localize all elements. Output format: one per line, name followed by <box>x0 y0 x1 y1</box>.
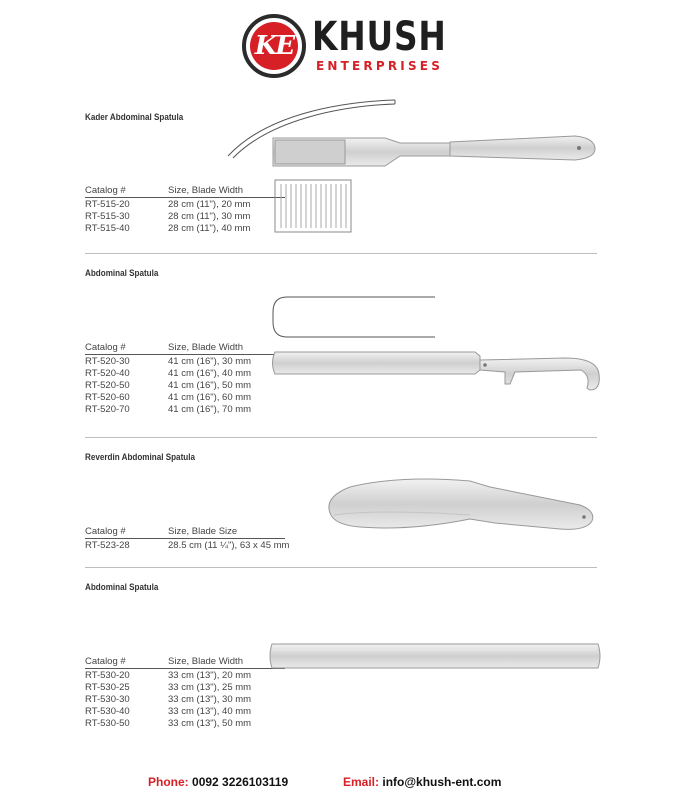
brand-name: KHUSH <box>312 14 447 60</box>
size-value: 28.5 cm (11 ¼"), 63 x 45 mm <box>168 540 290 551</box>
catalog-number: RT-515-30 <box>85 211 130 222</box>
table-row <box>85 705 285 717</box>
logo-emblem <box>242 14 306 78</box>
brand-logo <box>240 12 460 80</box>
header-catalog: Catalog # <box>85 656 126 667</box>
size-value: 41 cm (16"), 60 mm <box>168 392 252 403</box>
catalog-number: RT-515-40 <box>85 223 130 234</box>
phone-number: 0092 3226103119 <box>192 775 289 789</box>
reverdin-spatula-image <box>320 475 605 537</box>
table-header <box>85 655 285 669</box>
section-title-abdominal-1: Abdominal Spatula <box>85 268 159 278</box>
table-row <box>85 539 290 551</box>
catalog-number: RT-520-50 <box>85 380 130 391</box>
header-catalog: Catalog # <box>85 342 126 353</box>
table-row <box>85 669 285 681</box>
catalog-number: RT-520-30 <box>85 356 130 367</box>
size-value: 41 cm (16"), 30 mm <box>168 356 252 367</box>
size-value: 28 cm (11"), 20 mm <box>168 199 251 210</box>
table-row <box>85 693 285 705</box>
email-address[interactable]: info@khush-ent.com <box>382 775 502 789</box>
email-contact <box>343 775 501 789</box>
size-value: 41 cm (16"), 70 mm <box>168 404 252 415</box>
header-size: Size, Blade Width <box>168 185 243 196</box>
logo-monogram: KE <box>250 22 298 70</box>
catalog-number: RT-520-40 <box>85 368 130 379</box>
email-label: Email: <box>343 775 380 789</box>
size-value: 28 cm (11"), 40 mm <box>168 223 251 234</box>
section-divider <box>85 567 597 568</box>
catalog-number: RT-530-30 <box>85 694 130 705</box>
size-value: 28 cm (11"), 30 mm <box>168 211 251 222</box>
header-size: Size, Blade Width <box>168 656 243 667</box>
section-title-kader: Kader Abdominal Spatula <box>85 112 184 122</box>
size-value: 41 cm (16"), 50 mm <box>168 380 252 391</box>
abdominal-spatula-image <box>265 292 605 394</box>
kader-spatula-image <box>225 96 605 241</box>
catalog-number: RT-530-20 <box>85 670 130 681</box>
size-value: 33 cm (13"), 50 mm <box>168 718 252 729</box>
section-divider <box>85 253 597 254</box>
section-title-reverdin: Reverdin Abdominal Spatula <box>85 452 195 462</box>
section-divider <box>85 437 597 438</box>
catalog-number: RT-530-50 <box>85 718 130 729</box>
catalog-number: RT-530-25 <box>85 682 130 693</box>
header-catalog: Catalog # <box>85 526 126 537</box>
phone-label: Phone: <box>148 775 189 789</box>
catalog-table-abdominal-1 <box>85 341 285 415</box>
size-value: 33 cm (13"), 30 mm <box>168 694 252 705</box>
catalog-number: RT-520-70 <box>85 404 130 415</box>
table-row <box>85 379 285 391</box>
header-catalog: Catalog # <box>85 185 126 196</box>
size-value: 33 cm (13"), 20 mm <box>168 670 252 681</box>
header-size: Size, Blade Size <box>168 526 238 537</box>
phone-contact <box>148 775 288 789</box>
section-title-abdominal-2: Abdominal Spatula <box>85 582 159 592</box>
header-size: Size, Blade Width <box>168 342 243 353</box>
table-header <box>85 525 285 539</box>
catalog-table-abdominal-2 <box>85 655 285 729</box>
table-row <box>85 355 285 367</box>
catalog-number: RT-515-20 <box>85 199 130 210</box>
catalog-number: RT-523-28 <box>85 540 130 551</box>
size-value: 33 cm (13"), 25 mm <box>168 682 252 693</box>
catalog-table-reverdin <box>85 525 290 551</box>
table-row <box>85 403 285 415</box>
table-row <box>85 391 285 403</box>
brand-tagline: ENTERPRISES <box>316 59 444 73</box>
table-row <box>85 367 285 379</box>
flat-spatula-image <box>268 640 604 672</box>
catalog-number: RT-520-60 <box>85 392 130 403</box>
catalog-number: RT-530-40 <box>85 706 130 717</box>
table-row <box>85 717 285 729</box>
table-header <box>85 341 285 355</box>
size-value: 41 cm (16"), 40 mm <box>168 368 252 379</box>
size-value: 33 cm (13"), 40 mm <box>168 706 252 717</box>
table-row <box>85 681 285 693</box>
